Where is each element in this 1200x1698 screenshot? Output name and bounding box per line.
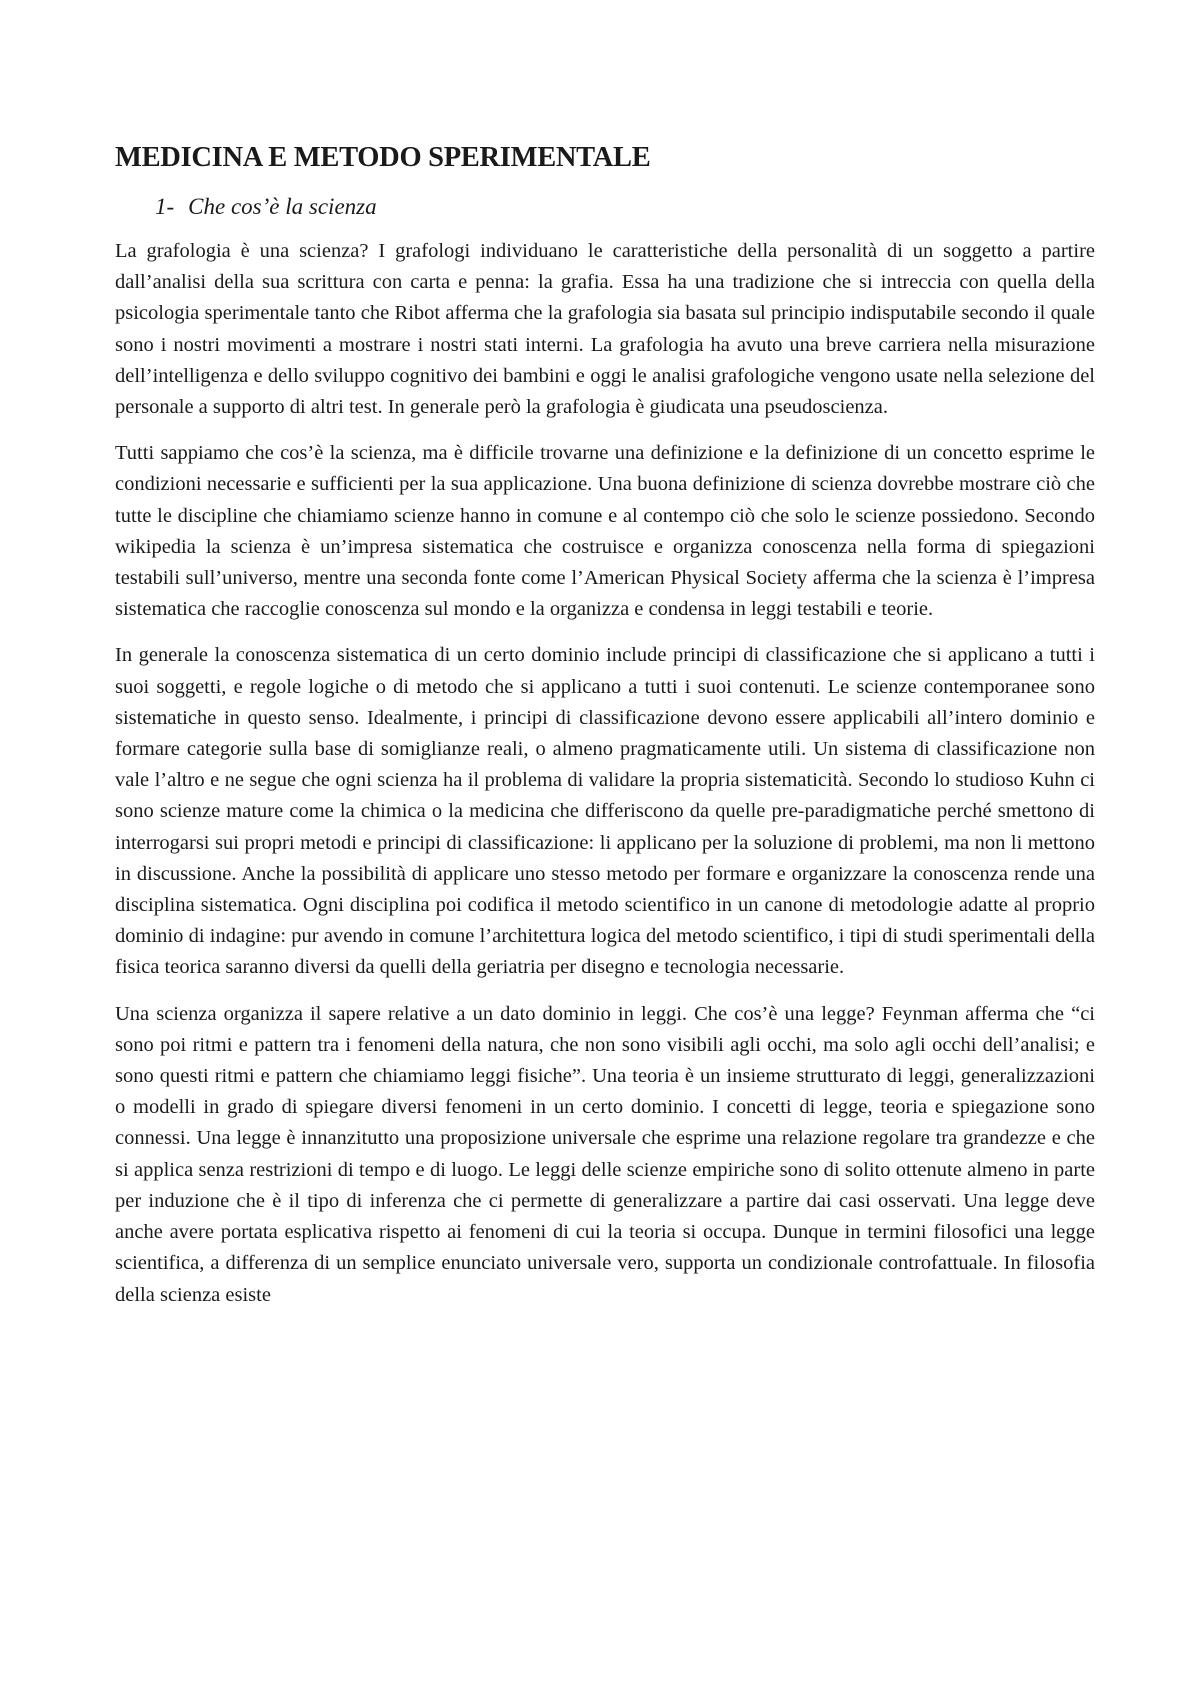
section-number: 1- — [155, 194, 175, 219]
document-page — [115, 140, 1095, 1311]
section-heading — [155, 192, 1095, 222]
paragraph-1: La grafologia è una scienza? I grafologi individuano le caratteristiche della personalità di un soggetto a partire dall’analisi della sua scrittura con carta e penna: la grafia. Essa ha una tradizione che si intreccia con quella della psicologia sperimentale tanto che Ribot afferma che la grafologia sia basata sul principio indisputabile secondo il quale sono i nostri movimenti a mostrare i nostri stati interni. La grafologia ha avuto una breve carriera nella misurazione dell’intelligenza e dello sviluppo cognitivo dei bambini e oggi le analisi grafologiche vengono usate nella selezione del personale a supporto di altri test. In generale però la grafologia è giudicata una pseudoscienza. — [115, 240, 1095, 419]
paragraph-4: Una scienza organizza il sapere relative a un dato dominio in leggi. Che cos’è una legge? Feynman afferma che “ci sono poi ritmi e pattern tra i fenomeni della natura, che non sono visibili agli occhi, ma solo agli occhi dell’analisi; e sono questi ritmi e pattern che chiamiamo leggi fisiche”. Una teoria è un insieme strutturato di leggi, generalizzazioni o modelli in grado di spiegare diversi fenomeni in un certo dominio. I concetti di legge, teoria e spiegazione sono connessi. Una legge è innanzitutto una proposizione universale che esprime una relazione regolare tra grandezze e che si applica senza restrizioni di tempo e di luogo. Le leggi delle scienze empiriche sono di solito ottenute almeno in parte per induzione che è il tipo di inferenza che ci permette di generalizzare a partire dai casi osservati. Una legge deve anche avere portata esplicativa rispetto ai fenomeni di cui la teoria si occupa. Dunque in termini filosofici una legge scientifica, a differenza di un semplice enunciato universale vero, supporta un condizionale controfattuale. In filosofia della scienza esiste — [115, 1002, 1095, 1306]
paragraph-2: Tutti sappiamo che cos’è la scienza, ma è difficile trovarne una definizione e la definizione di un concetto esprime le condizioni necessarie e sufficienti per la sua applicazione. Una buona definizione di scienza dovrebbe mostrare ciò che tutte le discipline che chiamiamo scienze hanno in comune e al contempo ciò che solo le scienze possiedono. Secondo wikipedia la scienza è un’impresa sistematica che costruisce e organizza conoscenza nella forma di spiegazioni testabili sull’universo, mentre una seconda fonte come l’American Physical Society afferma che la scienza è l’impresa sistematica che raccoglie conoscenza sul mondo e la organizza e condensa in leggi testabili e teorie. — [115, 442, 1095, 621]
section-title: Che cos’è la scienza — [188, 194, 377, 219]
paragraph-3: In generale la conoscenza sistematica di un certo dominio include principi di classificazione che si applicano a tutti i suoi soggetti, e regole logiche o di metodo che si applicano a tutti i suoi contenuti. Le scienze contemporanee sono sistematiche in questo senso. Idealmente, i principi di classificazione devono essere applicabili all’intero dominio e formare categorie sulla base di somiglianze reali, o almeno pragmaticamente utili. Un sistema di classificazione non vale l’altro e ne segue che ogni scienza ha il problema di validare la propria sistematicità. Secondo lo studioso Kuhn ci sono scienze mature come la chimica o la medicina che differiscono da quelle pre-paradigmatiche perché smettono di interrogarsi sui propri metodi e principi di classificazione: li applicano per la soluzione di problemi, ma non li mettono in discussione. Anche la possibilità di applicare uno stesso metodo per formare e organizzare la conoscenza rende una disciplina sistematica. Ogni disciplina poi codifica il metodo scientifico in un canone di metodologie adatte al proprio dominio di indagine: pur avendo in comune l’architettura logica del metodo scientifico, i tipi di studi sperimentali della fisica teorica saranno diversi da quelli della geriatria per disegno e tecnologia necessarie. — [115, 644, 1095, 979]
document-title: MEDICINA E METODO SPERIMENTALE — [115, 142, 651, 173]
